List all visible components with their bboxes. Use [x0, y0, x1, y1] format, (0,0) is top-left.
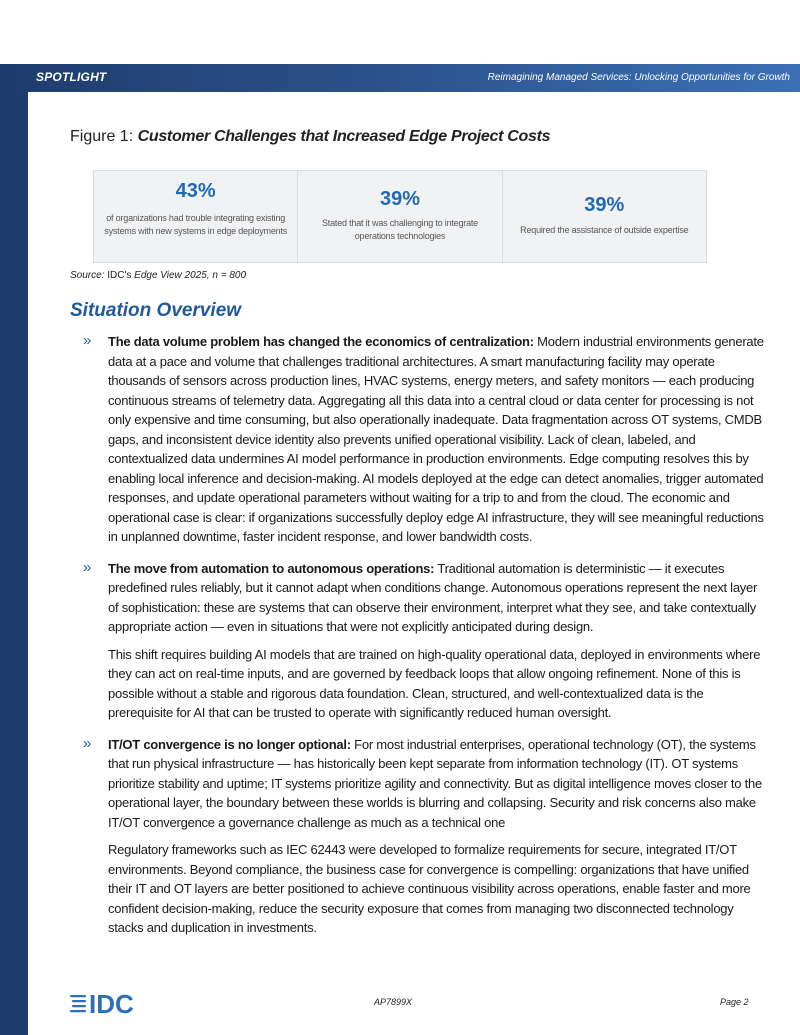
left-accent-bar [0, 64, 28, 1035]
source-label: Source: [70, 270, 105, 281]
header-report-title: Reimagining Managed Services: Unlocking Opportunities for Growth [487, 72, 790, 83]
bullet-text: Modern industrial environments generate data at a pace and volume that challenges traditional architectures. A smart manufacturing facility may operate thousands of sensors across production lines, HVAC systems, energy meters, and safety monitors — each producing continuous streams of telemetry data. Aggregating all this data into a central cloud or data center for processing is not only expensive and time consuming, but also operationally inadequate. Data fragmentation across OT systems, CMDB gaps, and inconsistent device identity also prevents unified operational visibility. Lack of clean, labeled, and contextualized data undermines AI model performance in production environments. Edge computing resolves this by enabling local inference and decision-making. AI models deployed at the edge can detect anomalies, trigger automated responses, and update operational parameters without waiting for a trip to and from the cloud. The economic and operational case is clear: if organizations successfully deploy edge AI infrastructure, they will see meaningful reductions in unplanned downtime, faster incident response, and lower bandwidth costs. [108, 334, 764, 544]
page-number: Page 2 [720, 997, 749, 1007]
bullet-paragraph: This shift requires building AI models that are trained on high-quality operational data, deployed in environments where they can act on real-time inputs, and are governed by feedback loops that allow ongoing refinement. None of this is possible without a stable and rigorous data foundation. Clean, structured, and well-contextualized data is the prerequisite for AI that can be trusted to operate with significantly reduced human oversight. [108, 646, 761, 720]
bullet-lead: The move from automation to autonomous operations: [108, 560, 435, 576]
stat-card [297, 171, 501, 262]
section-heading: Situation Overview [70, 300, 242, 321]
stat-card [502, 171, 706, 262]
logo-text: IDC [89, 989, 134, 1018]
stat-value: 39% [379, 188, 420, 210]
stat-description: of organizations had trouble integrating existing systems with new systems in edge deployments [104, 213, 288, 236]
bullet-lead: IT/OT convergence is no longer optional: [108, 736, 351, 752]
bullet-text: Traditional automation is deterministic — it executes predefined rules reliably, but it cannot adapt when conditions change. Autonomous operations represent the next layer of sophistication: these are systems that can observe their environment, interpret what they see, and take contextually appropriate action — even in situations that were not explicitly anticipated during design. [108, 560, 758, 634]
page-header [0, 64, 800, 92]
chevron-bullet-icon: » [83, 558, 92, 576]
stat-value: 43% [175, 180, 216, 202]
stat-description: Required the assistance of outside expertise [520, 225, 689, 235]
header-section-label: SPOTLIGHT [36, 70, 107, 84]
source-title: Edge View 2025, n = 800 [134, 270, 247, 281]
bullet-paragraph: Regulatory frameworks such as IEC 62443 were developed to formalize requirements for secure, integrated IT/OT environments. Beyond compliance, the business case for convergence is compelling: organizations that have unified their IT and OT layers are better positioned to achieve continuous visibility across operations, enable faster and more confident decision-making, reduce the security exposure that comes from managing two disconnected technology stacks and duplication in investments. [108, 842, 751, 935]
bullet-paragraph [108, 332, 770, 547]
figure-prefix: Figure 1: [70, 128, 138, 145]
document-code: AP7899X [374, 997, 413, 1007]
stat-description: Stated that it was challenging to integrate operations technologies [321, 218, 478, 241]
stats-panel [93, 170, 707, 263]
figure-title-text: Customer Challenges that Increased Edge Project Costs [137, 128, 551, 145]
section-body [70, 332, 770, 938]
stat-card [94, 171, 297, 262]
chevron-bullet-icon: » [83, 734, 92, 752]
bullet-item [70, 332, 770, 547]
idc-logo [70, 988, 162, 1018]
bullet-paragraph [108, 559, 770, 637]
bullet-lead: The data volume problem has changed the economics of centralization: [108, 334, 534, 349]
bullet-text: For most industrial enterprises, operational technology (OT), the systems that run physical infrastructure — has historically been kept separate from information technology (IT). OT systems prioritize stability and uptime; IT systems prioritize agility and connectivity. But as digital intelligence moves closer to the operational layer, the boundary between these worlds is blurring and collapsing. Security and risk concerns also make IT/OT convergence a governance challenge as much as a technical one [108, 736, 762, 830]
figure-title [70, 128, 550, 146]
bullet-paragraph [108, 735, 770, 833]
figure-source [70, 270, 246, 281]
stat-value: 39% [584, 194, 625, 216]
source-org: IDC's [104, 270, 135, 281]
chevron-bullet-icon: » [83, 332, 92, 349]
bullet-item [70, 735, 770, 938]
bullet-item [70, 559, 770, 723]
